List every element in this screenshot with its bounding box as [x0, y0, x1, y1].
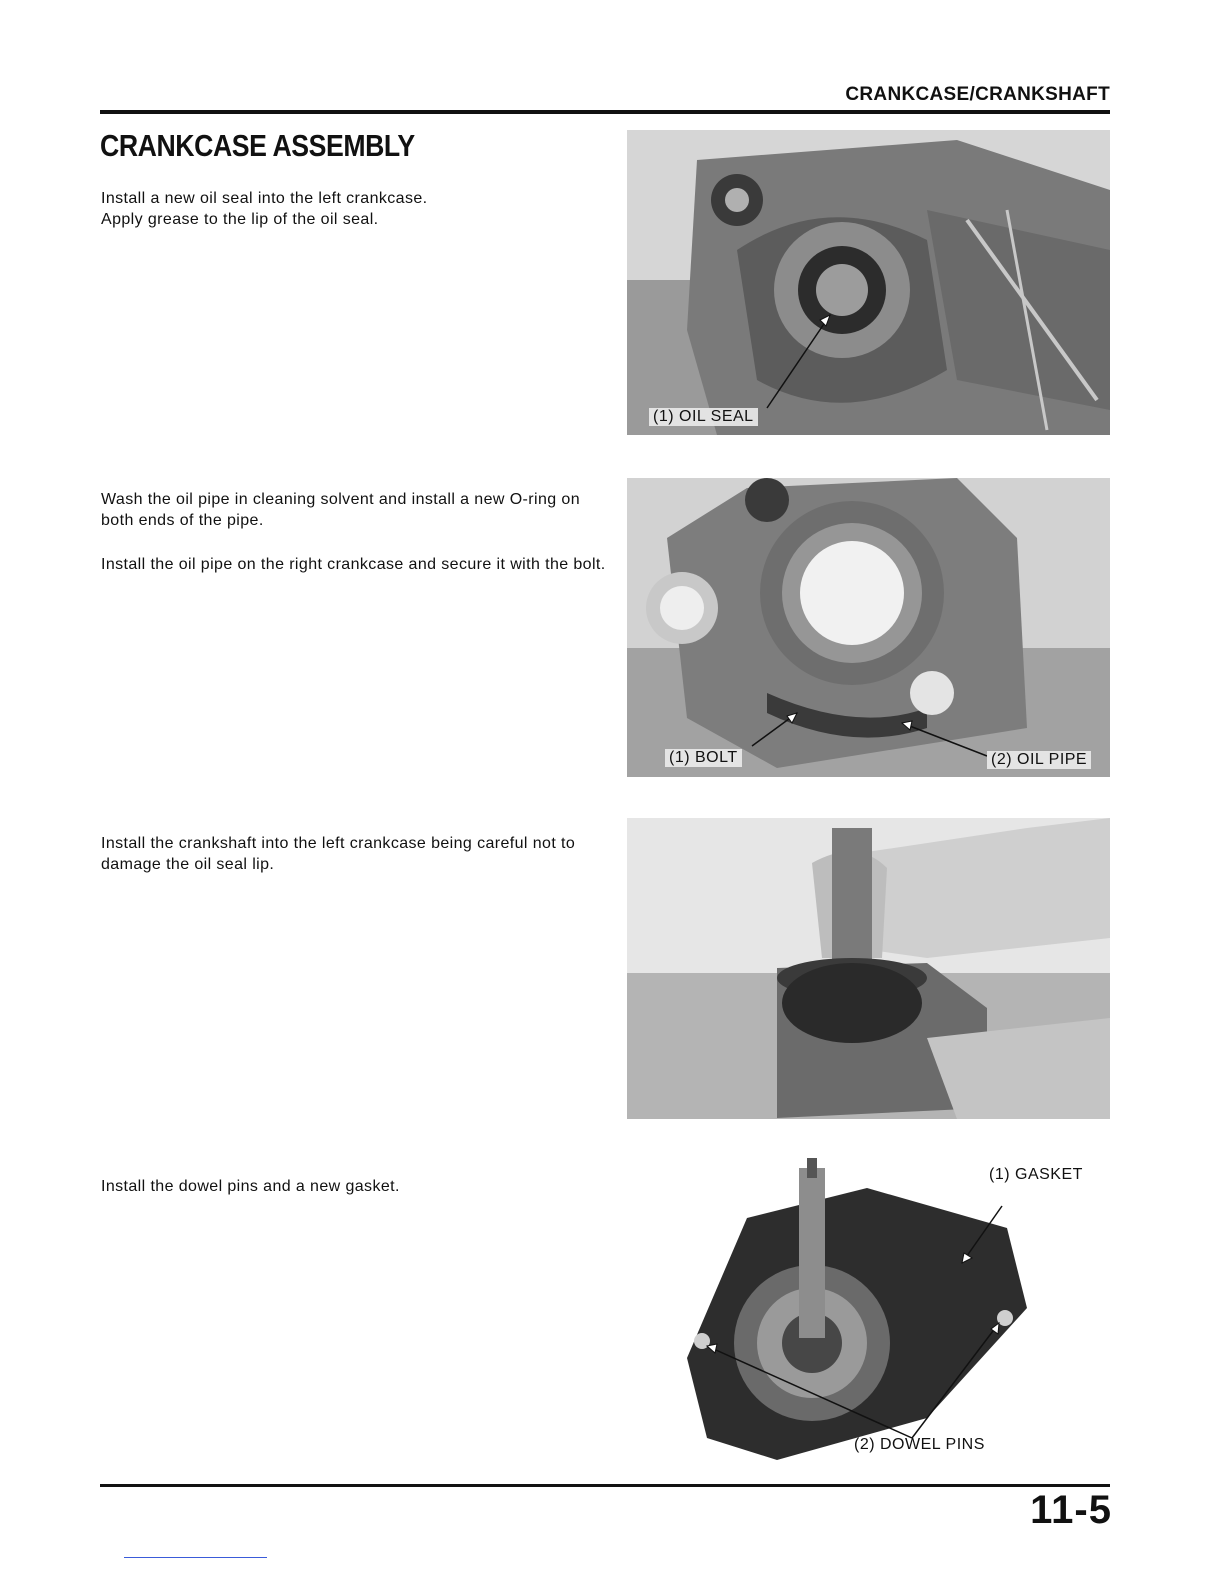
footer-link-underline	[124, 1557, 267, 1558]
step-4-text-1: Install the dowel pins and a new gasket.	[101, 1178, 400, 1195]
footer-rule	[100, 1484, 1110, 1487]
page-header-label: CRANKCASE/CRANKSHAFT	[845, 84, 1110, 105]
callout-oil-seal: (1) OIL SEAL	[649, 408, 758, 426]
callout-dowel-pins: (2) DOWEL PINS	[854, 1436, 985, 1453]
step-2-text-1: Wash the oil pipe in cleaning solvent and install a new O-ring on both ends of the pipe.	[101, 491, 580, 529]
step-2-text-2: Install the oil pipe on the right crankcase and secure it with the bolt.	[101, 556, 606, 573]
crankshaft-install-photo	[627, 818, 1110, 1119]
callout-bolt: (1) BOLT	[665, 749, 742, 767]
oil-pipe-photo	[627, 478, 1110, 777]
oil-seal-photo	[627, 130, 1110, 435]
page-number: 11-5	[1030, 1488, 1112, 1532]
step-3-text-1: Install the crankshaft into the left crankcase being careful not to damage the oil seal lip.	[101, 835, 576, 873]
callout-oil-pipe: (2) OIL PIPE	[987, 751, 1091, 769]
header-rule	[100, 110, 1110, 114]
step-1-text-1: Install a new oil seal into the left crankcase.	[101, 190, 428, 207]
callout-gasket: (1) GASKET	[989, 1166, 1083, 1183]
section-title: CRANKCASE ASSEMBLY	[100, 128, 415, 163]
gasket-dowel-photo	[627, 1158, 1110, 1460]
step-1-text-2: Apply grease to the lip of the oil seal.	[101, 211, 379, 228]
